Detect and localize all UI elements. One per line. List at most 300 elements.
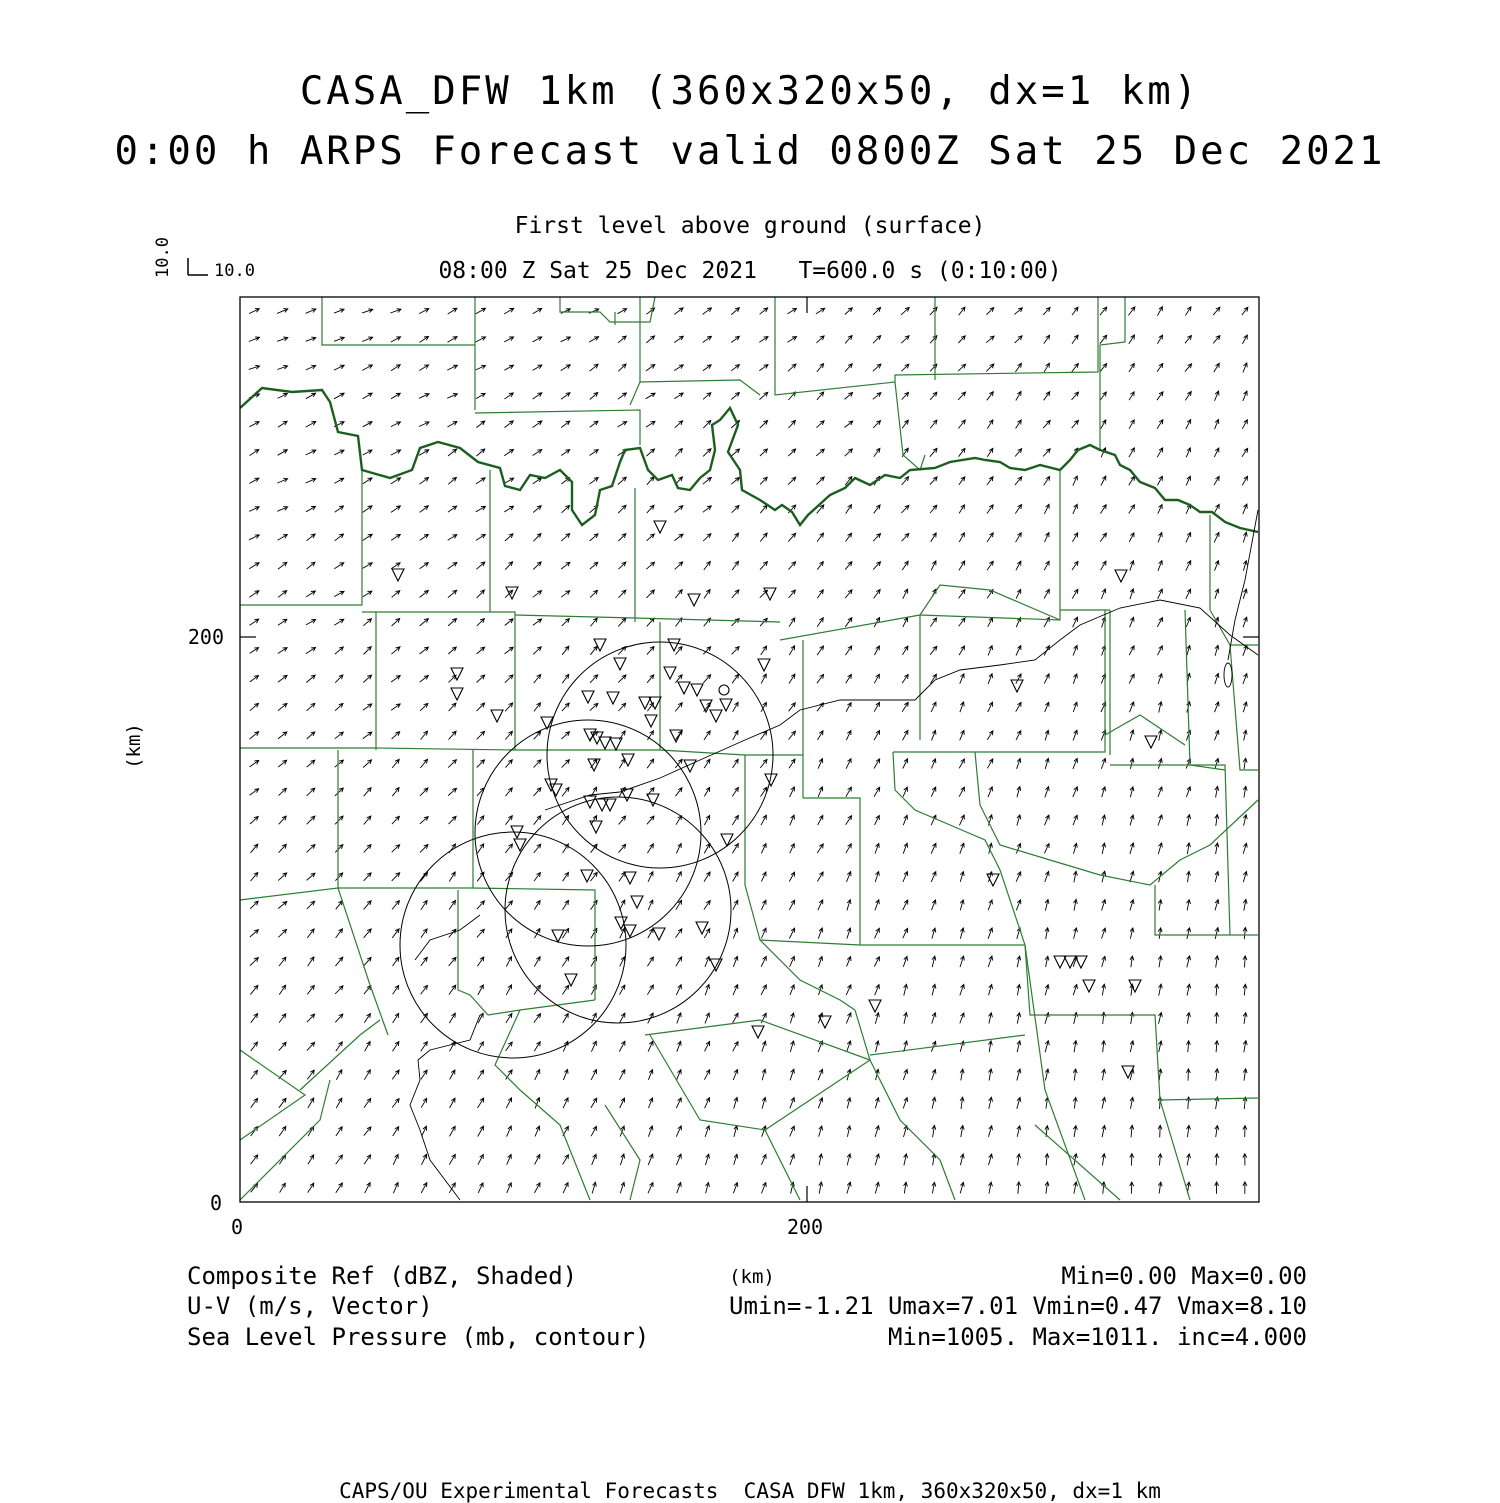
wind-vector (817, 844, 823, 853)
wind-vector (476, 562, 484, 569)
wind-vector (931, 843, 936, 853)
wind-vector (958, 420, 965, 429)
wind-vector (250, 958, 258, 966)
wind-vector (1014, 308, 1022, 315)
wind-vector (1016, 843, 1020, 853)
wind-vector (818, 928, 822, 939)
wind-vector (932, 984, 936, 995)
wind-vector (731, 365, 739, 371)
wind-vector (1129, 646, 1134, 655)
wind-vector (450, 1042, 456, 1052)
wind-vector (704, 561, 711, 570)
wind-vector (1158, 787, 1162, 797)
wind-vector (732, 561, 738, 570)
wind-vector (903, 1070, 907, 1081)
wind-vector (816, 421, 824, 428)
wind-vector (647, 477, 654, 485)
wind-vector (1017, 1097, 1021, 1108)
wind-vector (450, 1098, 455, 1108)
wind-vector (1158, 815, 1162, 826)
wind-vector (364, 1155, 371, 1165)
wind-vector (790, 815, 795, 825)
station-marker (1054, 956, 1066, 968)
wind-vector (249, 422, 259, 427)
wind-vector (1187, 1154, 1191, 1165)
wind-vector (533, 421, 542, 428)
wind-vector (308, 1155, 314, 1164)
wind-vector (1187, 984, 1191, 995)
wind-vector (790, 1041, 794, 1052)
wind-vector (505, 619, 513, 626)
wind-vector (874, 590, 880, 599)
wind-vector (647, 759, 654, 768)
wind-vector (1130, 900, 1134, 911)
wind-vector (478, 1098, 484, 1108)
wind-vector (1017, 787, 1021, 798)
wind-vector (989, 1013, 993, 1024)
wind-vector (1017, 1182, 1021, 1194)
wind-vector (308, 1098, 314, 1108)
station-marker (696, 922, 708, 934)
wind-vector (817, 872, 823, 882)
wind-vector (1242, 448, 1248, 457)
wind-vector (619, 844, 626, 852)
wind-vector (335, 845, 343, 853)
wind-vector (278, 732, 287, 739)
wind-vector (875, 928, 880, 938)
wind-vector (249, 507, 259, 512)
wind-vector (590, 590, 597, 597)
wind-vector (620, 1098, 625, 1108)
wind-vector (477, 901, 485, 909)
station-marker (392, 569, 404, 581)
wind-vector (476, 506, 486, 511)
wind-vector (336, 1070, 342, 1080)
wind-vector (1186, 787, 1190, 797)
wind-vector (449, 872, 455, 882)
wind-vector (761, 928, 766, 938)
wind-vector (419, 309, 429, 314)
wind-vector (1187, 815, 1191, 826)
wind-vector (733, 1042, 738, 1052)
wind-vector (1186, 533, 1191, 543)
wind-vector (930, 448, 937, 456)
wind-vector (1073, 476, 1078, 486)
wind-vector (960, 674, 965, 684)
wind-vector (421, 872, 428, 881)
wind-vector (1100, 505, 1106, 514)
wind-vector (676, 1098, 681, 1108)
wind-vector (447, 394, 457, 399)
wind-vector (846, 1013, 851, 1024)
wind-vector (734, 1126, 738, 1137)
wind-vector (589, 309, 599, 314)
wind-vector (1187, 871, 1191, 882)
wind-vector (845, 393, 853, 400)
wind-vector (591, 1041, 596, 1052)
wind-vector (534, 1042, 540, 1052)
station-marker (758, 659, 770, 671)
wind-vector (250, 648, 259, 654)
wind-vector (1072, 561, 1078, 570)
wind-vector (1243, 956, 1247, 968)
wind-vector (847, 1098, 851, 1109)
wind-vector (1215, 984, 1219, 995)
wind-vector (1102, 956, 1106, 967)
wind-vector (307, 732, 315, 739)
wind-vector (932, 759, 936, 769)
wind-vector (817, 562, 823, 570)
wind-vector (477, 816, 483, 825)
wind-vector (307, 816, 315, 824)
wind-vector (787, 308, 796, 314)
wind-vector (873, 393, 881, 400)
wind-vector (279, 1127, 286, 1137)
wind-vector (960, 1126, 964, 1138)
wind-vector (1186, 420, 1191, 430)
wind-vector (392, 788, 399, 797)
wind-vector (1015, 336, 1022, 343)
station-marker (1064, 956, 1076, 968)
wind-vector (988, 1041, 992, 1052)
wind-vector (477, 929, 484, 937)
wind-vector (364, 1070, 370, 1080)
wind-vector (307, 760, 315, 767)
wind-vector (335, 986, 343, 994)
wind-vector (901, 336, 909, 344)
wind-vector (790, 1013, 794, 1023)
wind-vector (504, 506, 513, 512)
wind-vector (391, 704, 400, 710)
wind-vector (988, 956, 992, 967)
wind-vector (1016, 900, 1021, 911)
wind-vector (1215, 1013, 1219, 1024)
wind-vector (278, 648, 287, 654)
wind-vector (1215, 786, 1219, 797)
wind-vector (1243, 1069, 1247, 1081)
wind-vector (506, 985, 511, 995)
wind-vector (1130, 589, 1134, 599)
wind-vector (1215, 759, 1219, 769)
wind-vector (420, 590, 429, 597)
wind-vector (420, 563, 429, 569)
wind-vector (561, 309, 571, 314)
wind-vector (1215, 1154, 1219, 1166)
wind-vector (790, 787, 795, 797)
wind-vector (932, 1182, 936, 1193)
wind-vector (732, 590, 739, 598)
wind-vector (589, 337, 599, 342)
wind-vector (703, 506, 712, 512)
wind-vector (1243, 589, 1247, 599)
wind-vector (705, 985, 709, 996)
wind-vector (1074, 1013, 1078, 1024)
wind-vector (674, 365, 683, 371)
wind-vector (250, 619, 259, 625)
wind-vector (477, 590, 485, 598)
wind-vector (279, 788, 287, 795)
wind-vector (930, 646, 937, 654)
wind-vector (307, 985, 314, 994)
wind-vector (591, 928, 597, 938)
station-marker (607, 692, 619, 704)
wind-vector (1243, 843, 1247, 854)
wind-vector (421, 929, 427, 938)
wind-vector (391, 393, 400, 398)
wind-vector (1017, 985, 1021, 996)
wind-vector (790, 956, 795, 966)
wind-vector (448, 647, 456, 654)
wind-vector (844, 421, 852, 427)
wind-vector (732, 647, 740, 655)
wind-vector (1102, 1097, 1106, 1108)
wind-vector (1130, 1041, 1134, 1052)
wind-vector (846, 703, 851, 712)
wind-vector (308, 1183, 314, 1193)
wind-vector (1072, 364, 1079, 373)
wind-vector (1158, 702, 1162, 713)
wind-vector (307, 788, 315, 796)
wind-vector (278, 421, 287, 427)
wind-vector (280, 1183, 286, 1192)
wind-vector (960, 1013, 964, 1024)
wind-vector (646, 308, 654, 314)
wind-vector (534, 1014, 541, 1023)
wind-vector (561, 365, 571, 371)
wind-vector (1157, 364, 1163, 372)
wind-vector (703, 477, 712, 484)
wind-vector (704, 815, 709, 825)
wind-vector (1073, 985, 1077, 996)
wind-vector (1045, 815, 1050, 825)
wind-vector (874, 787, 880, 796)
wind-vector (1243, 1182, 1247, 1194)
wind-vector (817, 364, 824, 372)
wind-vector (761, 674, 766, 684)
wind-vector (1074, 928, 1078, 939)
wind-vector (1215, 589, 1219, 599)
wind-vector (903, 1098, 908, 1109)
wind-vector (1129, 533, 1134, 542)
station-marker (604, 799, 616, 811)
wind-vector (449, 1013, 455, 1023)
wind-vector (507, 1155, 512, 1165)
wind-vector (277, 478, 287, 483)
wind-vector (789, 731, 796, 739)
wind-vector (620, 1182, 624, 1193)
wind-vector (705, 1042, 710, 1052)
wind-vector (421, 731, 428, 740)
wind-vector (873, 336, 881, 344)
wind-vector (1045, 872, 1049, 883)
wind-vector (1016, 561, 1021, 570)
wind-vector (1017, 1069, 1021, 1081)
wind-vector (902, 477, 909, 485)
wind-vector (1129, 505, 1135, 514)
wind-vector (901, 364, 909, 371)
wind-vector (817, 590, 823, 598)
wind-vector (903, 759, 908, 769)
wind-vector (592, 1154, 597, 1165)
wind-vector (1215, 391, 1219, 401)
wind-vector (476, 534, 485, 540)
wind-vector (703, 675, 710, 683)
wind-vector (278, 619, 287, 625)
wind-vector (1215, 1069, 1219, 1081)
wind-vector (676, 872, 681, 882)
wind-vector (477, 957, 483, 966)
wind-vector (816, 336, 824, 343)
wind-vector (819, 1154, 823, 1165)
wind-vector (563, 1041, 568, 1051)
wind-vector (421, 900, 427, 909)
wind-vector (307, 901, 315, 909)
wind-vector (364, 647, 372, 655)
wind-vector (590, 364, 599, 371)
wind-vector (959, 477, 965, 485)
wind-vector (363, 591, 372, 597)
radar-circle (505, 797, 731, 1023)
contour-lines (410, 510, 1258, 1200)
wind-vector (619, 1041, 625, 1051)
wind-vector (307, 1014, 315, 1022)
wind-vector (1187, 646, 1191, 656)
wind-vector (449, 816, 457, 824)
vector-key (188, 258, 208, 275)
wind-vector (1100, 533, 1106, 541)
wind-vector (789, 759, 795, 768)
wind-vector (930, 392, 937, 400)
wind-vector (1073, 730, 1077, 740)
wind-vector (733, 702, 739, 712)
station-marker (491, 710, 503, 722)
wind-vector (732, 787, 738, 796)
x-tick-200: 200 (786, 1215, 824, 1239)
wind-vector (334, 393, 344, 399)
wind-vector (790, 1098, 795, 1109)
wind-vector (818, 1098, 822, 1109)
wind-vector (1243, 815, 1247, 826)
wind-vector (1130, 1125, 1134, 1137)
wind-vector (647, 505, 654, 513)
wind-vector (1243, 872, 1247, 883)
wind-vector (958, 364, 966, 371)
wind-vector (419, 394, 429, 399)
wind-vector (335, 957, 342, 966)
wind-vector (1015, 363, 1021, 372)
wind-vector (334, 563, 344, 569)
wind-vector (279, 985, 285, 994)
wind-vector (761, 900, 766, 910)
wind-vector (904, 984, 908, 995)
wind-vector (1073, 646, 1077, 656)
wind-vector (1016, 731, 1021, 740)
wind-vector (335, 647, 344, 654)
wind-vector (1158, 956, 1162, 967)
wind-vector (448, 760, 456, 768)
wind-vector (1215, 900, 1219, 911)
wind-vector (590, 562, 598, 569)
wind-vector (646, 421, 655, 427)
wind-vector (762, 1041, 766, 1052)
wind-vector (789, 420, 796, 428)
wind-vector (1016, 391, 1021, 400)
wind-vector (760, 308, 768, 314)
station-marker (631, 896, 643, 908)
footer-credit: CAPS/OU Experimental Forecasts CASA DFW 1km, 360x320x50, dx=1 km (339, 1479, 1161, 1503)
wind-vector (1016, 589, 1021, 598)
wind-vector (988, 787, 993, 797)
wind-vector (986, 308, 993, 315)
wind-vector (363, 393, 373, 399)
wind-vector (647, 534, 655, 541)
wind-vector (306, 506, 316, 511)
wind-vector (903, 956, 907, 966)
wind-vector (903, 787, 907, 797)
wind-vector (335, 760, 344, 767)
wind-vector (960, 956, 964, 967)
wind-vector (1128, 307, 1135, 316)
wind-vector (903, 730, 908, 740)
wind-vector (448, 308, 457, 314)
wind-vector (902, 646, 908, 655)
wind-vector (1045, 1069, 1049, 1081)
wind-vector (363, 478, 372, 484)
wind-vector (1158, 1013, 1162, 1024)
wind-vector (365, 1183, 370, 1194)
wind-vector (250, 985, 258, 994)
wind-vector (505, 901, 512, 909)
wind-vector (931, 872, 936, 882)
wind-vector (419, 422, 429, 427)
wind-vector (618, 505, 626, 513)
wind-vector (306, 365, 316, 370)
wind-vector (1243, 1126, 1247, 1137)
wind-vector (1215, 1041, 1219, 1053)
wind-vector (392, 929, 399, 938)
wind-vector (760, 392, 768, 399)
station-marker (1115, 570, 1127, 582)
wind-vector (533, 534, 541, 542)
wind-vector (362, 337, 373, 342)
wind-vector (563, 1098, 568, 1108)
wind-vector (733, 928, 737, 938)
wind-vector (875, 1098, 879, 1109)
wind-vector (1158, 561, 1162, 571)
wind-vector (932, 1097, 936, 1108)
wind-vector (733, 1183, 737, 1194)
wind-vector (704, 1070, 709, 1080)
wind-vector (562, 732, 570, 739)
wind-vector (1243, 730, 1247, 740)
wind-vector (676, 929, 682, 938)
wind-vector (1215, 702, 1220, 712)
wind-vector (1044, 476, 1050, 485)
wind-vector (391, 478, 401, 484)
wind-vector (648, 1041, 653, 1052)
wind-vector (733, 759, 739, 768)
wind-vector (648, 1126, 653, 1137)
wind-vector (731, 619, 739, 626)
wind-vector (504, 337, 513, 342)
wind-vector (1130, 561, 1134, 571)
wind-vector (731, 449, 739, 456)
wind-vector (420, 534, 429, 540)
wind-vector (1015, 477, 1022, 485)
wind-vector (902, 561, 908, 570)
wind-vector (1243, 1041, 1247, 1053)
wind-vector (618, 618, 626, 626)
